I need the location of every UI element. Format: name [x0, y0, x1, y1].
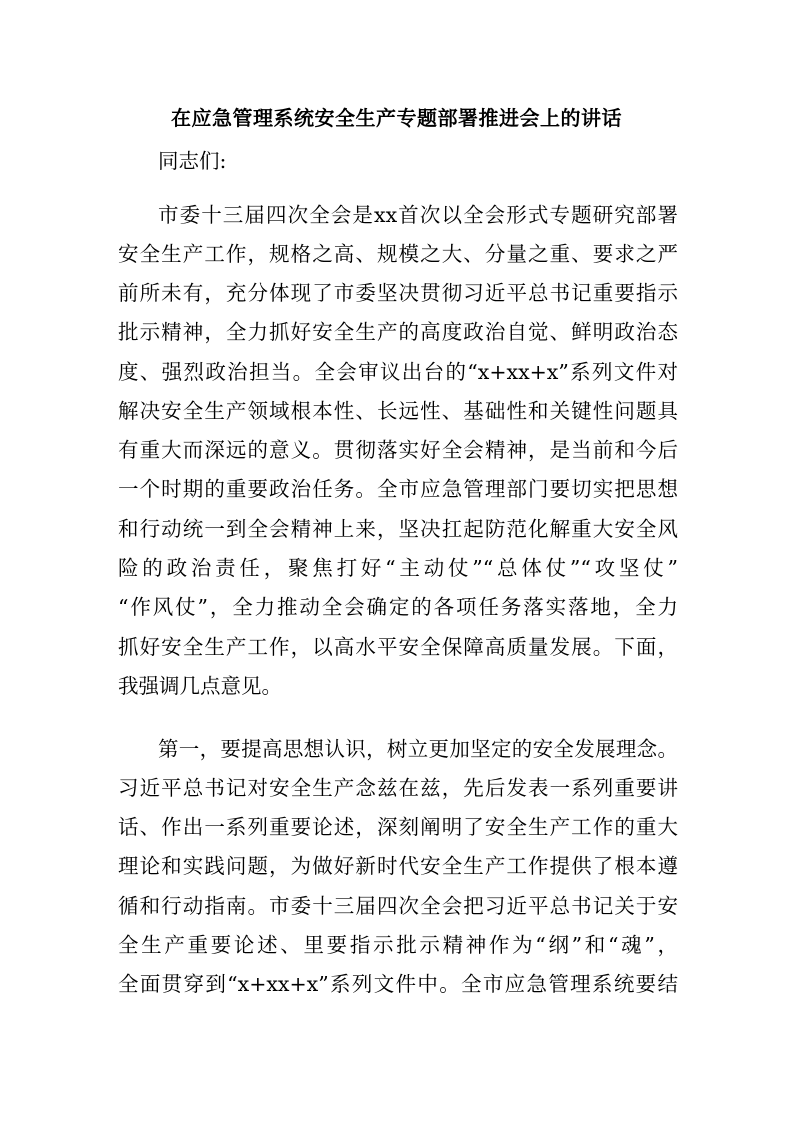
text-line: 全面贯穿到“x+xx+x”系列文件中。全市应急管理系统要结 — [118, 972, 678, 996]
text-line: 理论和实践问题，为做好新时代安全生产工作提供了根本遵 — [118, 854, 678, 878]
text-line: 解决安全生产领域根本性、长远性、基础性和关键性问题具 — [118, 399, 678, 423]
text-line: 市委十三届四次全会是xx首次以全会形式专题研究部署 — [158, 203, 678, 227]
text-line: 险的政治责任，聚焦打好“主动仗”“总体仗”“攻坚仗” — [118, 556, 678, 580]
text-line: 话、作出一系列重要论述，深刻阐明了安全生产工作的重大 — [118, 815, 678, 839]
text-line: 抓好安全生产工作，以高水平安全保障高质量发展。下面， — [118, 635, 678, 659]
text-line: 安全生产工作，规格之高、规模之大、分量之重、要求之严 — [118, 242, 678, 266]
text-line: 第一，要提高思想认识，树立更加坚定的安全发展理念。 — [158, 737, 678, 761]
text-line: 我强调几点意见。 — [118, 674, 282, 698]
text-line: 前所未有，充分体现了市委坚决贯彻习近平总书记重要指示 — [118, 281, 678, 305]
salutation: 同志们: — [158, 149, 227, 173]
text-line: 批示精神，全力抓好安全生产的高度政治自觉、鲜明政治态 — [118, 320, 678, 344]
text-line: 有重大而深远的意义。贯彻落实好全会精神，是当前和今后 — [118, 438, 678, 462]
text-line: 度、强烈政治担当。全会审议出台的“x+xx+x”系列文件对 — [118, 360, 678, 384]
document-title: 在应急管理系统安全生产专题部署推进会上的讲话 — [171, 106, 622, 130]
text-line: “作风仗”，全力推动全会确定的各项任务落实落地，全力 — [118, 595, 678, 619]
text-line: 一个时期的重要政治任务。全市应急管理部门要切实把思想 — [118, 477, 678, 501]
text-line: 和行动统一到全会精神上来，坚决扛起防范化解重大安全风 — [118, 517, 678, 541]
text-line: 循和行动指南。市委十三届四次全会把习近平总书记关于安 — [118, 894, 678, 918]
text-line: 习近平总书记对安全生产念兹在兹，先后发表一系列重要讲 — [118, 776, 678, 800]
text-line: 全生产重要论述、里要指示批示精神作为“纲”和“魂”， — [118, 933, 678, 957]
